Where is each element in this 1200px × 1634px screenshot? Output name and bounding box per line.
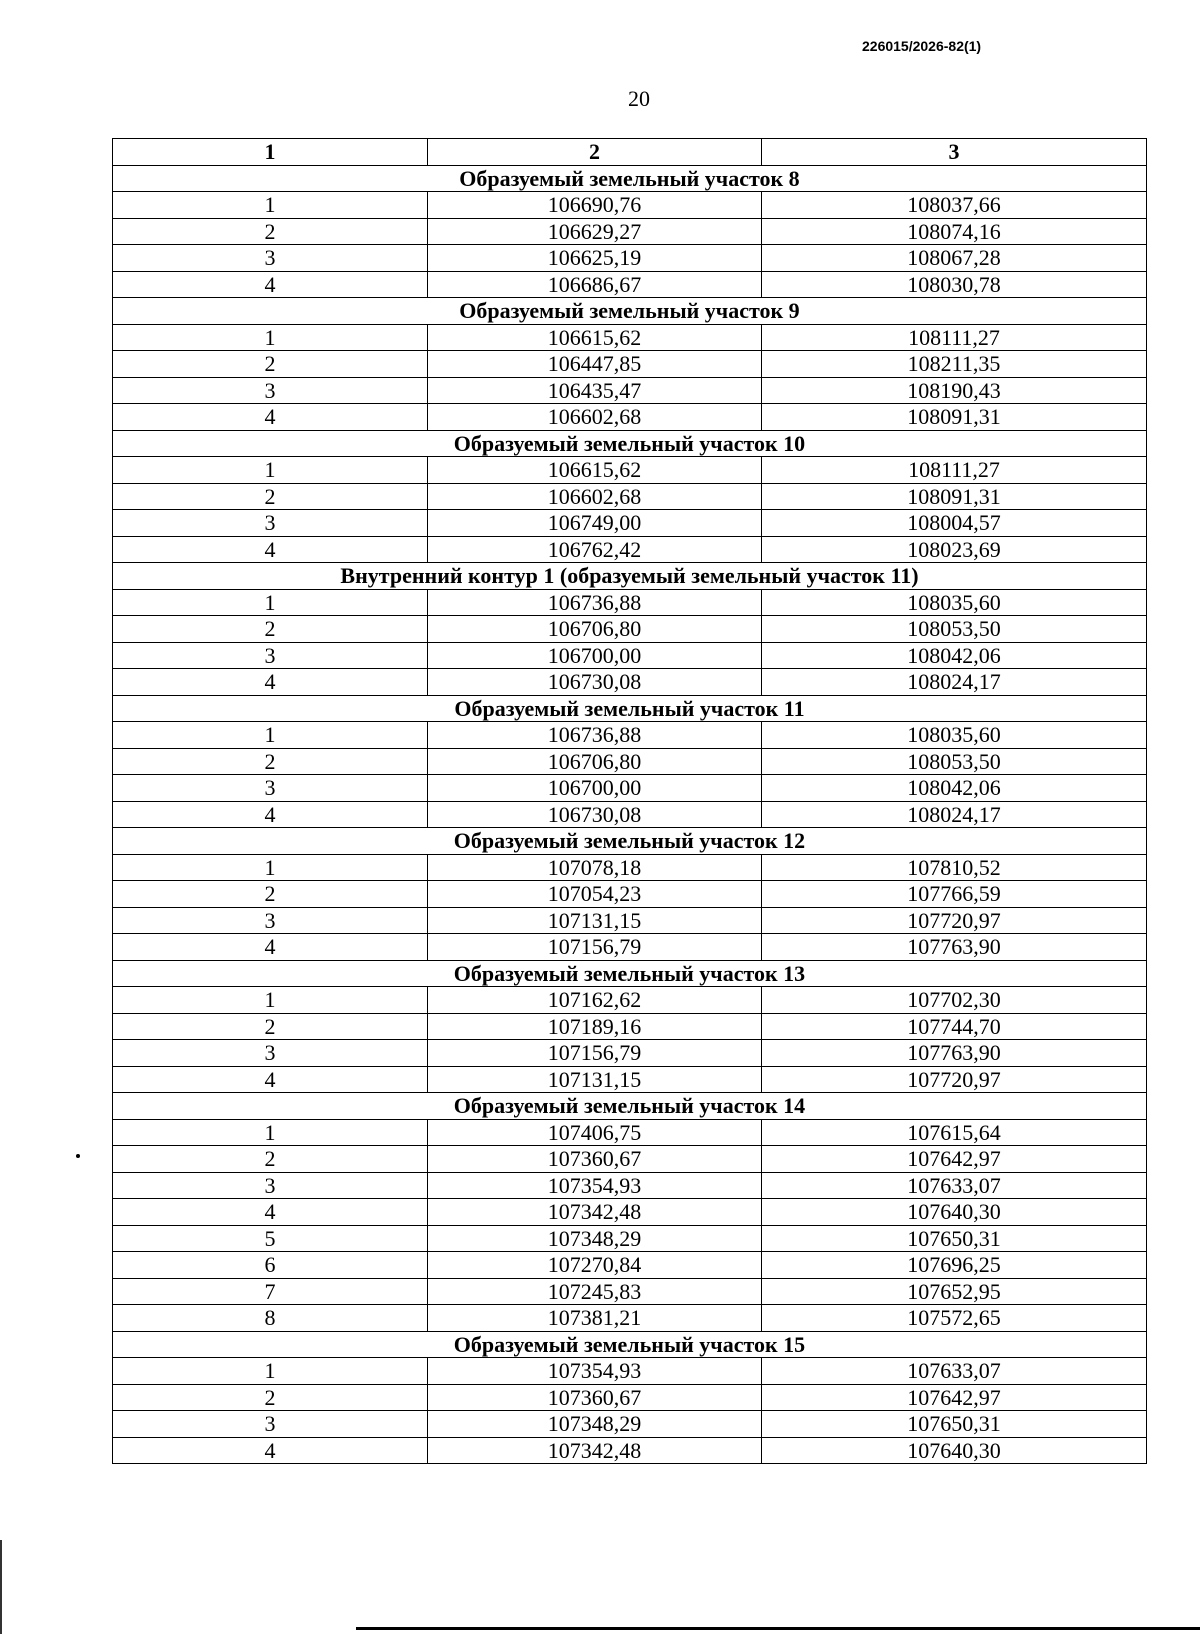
x-coordinate-cell: 106615,62 bbox=[428, 324, 762, 351]
page-number: 20 bbox=[628, 86, 650, 111]
y-coordinate-cell: 107720,97 bbox=[762, 907, 1147, 934]
point-number-cell: 4 bbox=[113, 536, 428, 563]
point-number-cell: 2 bbox=[113, 616, 428, 643]
y-coordinate-cell: 107652,95 bbox=[762, 1278, 1147, 1305]
table-row bbox=[113, 801, 1147, 828]
section-header-row bbox=[113, 1093, 1147, 1120]
section-title: Внутренний контур 1 (образуемый земельный участок 11) bbox=[113, 563, 1147, 590]
y-coordinate-cell: 107696,25 bbox=[762, 1252, 1147, 1279]
point-number-cell: 3 bbox=[113, 642, 428, 669]
x-coordinate-cell: 106749,00 bbox=[428, 510, 762, 537]
point-number-cell: 1 bbox=[113, 457, 428, 484]
section-header-row bbox=[113, 1331, 1147, 1358]
y-coordinate-cell: 107763,90 bbox=[762, 934, 1147, 961]
column-header-2: 2 bbox=[428, 139, 762, 166]
point-number-cell: 1 bbox=[113, 1119, 428, 1146]
y-coordinate-cell: 108042,06 bbox=[762, 775, 1147, 802]
point-number-cell: 3 bbox=[113, 510, 428, 537]
table-row bbox=[113, 907, 1147, 934]
y-coordinate-cell: 108111,27 bbox=[762, 457, 1147, 484]
point-number-cell: 4 bbox=[113, 1437, 428, 1464]
x-coordinate-cell: 106686,67 bbox=[428, 271, 762, 298]
y-coordinate-cell: 108091,31 bbox=[762, 483, 1147, 510]
point-number-cell: 2 bbox=[113, 881, 428, 908]
y-coordinate-cell: 108037,66 bbox=[762, 192, 1147, 219]
y-coordinate-cell: 108067,28 bbox=[762, 245, 1147, 272]
table-row bbox=[113, 536, 1147, 563]
table-body bbox=[113, 165, 1147, 1464]
table-row bbox=[113, 404, 1147, 431]
point-number-cell: 3 bbox=[113, 245, 428, 272]
y-coordinate-cell: 107650,31 bbox=[762, 1411, 1147, 1438]
y-coordinate-cell: 108030,78 bbox=[762, 271, 1147, 298]
table-row bbox=[113, 377, 1147, 404]
x-coordinate-cell: 106625,19 bbox=[428, 245, 762, 272]
y-coordinate-cell: 107650,31 bbox=[762, 1225, 1147, 1252]
table-row bbox=[113, 1225, 1147, 1252]
table-row bbox=[113, 616, 1147, 643]
section-header-row bbox=[113, 165, 1147, 192]
point-number-cell: 2 bbox=[113, 218, 428, 245]
y-coordinate-cell: 107642,97 bbox=[762, 1146, 1147, 1173]
y-coordinate-cell: 107744,70 bbox=[762, 1013, 1147, 1040]
table-row bbox=[113, 1013, 1147, 1040]
y-coordinate-cell: 108074,16 bbox=[762, 218, 1147, 245]
x-coordinate-cell: 106730,08 bbox=[428, 801, 762, 828]
point-number-cell: 4 bbox=[113, 271, 428, 298]
section-header-row bbox=[113, 960, 1147, 987]
point-number-cell: 3 bbox=[113, 775, 428, 802]
point-number-cell: 5 bbox=[113, 1225, 428, 1252]
point-number-cell: 2 bbox=[113, 483, 428, 510]
x-coordinate-cell: 106690,76 bbox=[428, 192, 762, 219]
table-row bbox=[113, 1199, 1147, 1226]
table-row bbox=[113, 351, 1147, 378]
x-coordinate-cell: 107360,67 bbox=[428, 1384, 762, 1411]
table-row bbox=[113, 589, 1147, 616]
y-coordinate-cell: 107766,59 bbox=[762, 881, 1147, 908]
point-number-cell: 1 bbox=[113, 987, 428, 1014]
table-row bbox=[113, 457, 1147, 484]
point-number-cell: 4 bbox=[113, 1199, 428, 1226]
x-coordinate-cell: 107131,15 bbox=[428, 907, 762, 934]
y-coordinate-cell: 107763,90 bbox=[762, 1040, 1147, 1067]
section-title: Образуемый земельный участок 11 bbox=[113, 695, 1147, 722]
y-coordinate-cell: 107633,07 bbox=[762, 1172, 1147, 1199]
point-number-cell: 4 bbox=[113, 404, 428, 431]
table-header-row bbox=[113, 139, 1147, 166]
x-coordinate-cell: 107270,84 bbox=[428, 1252, 762, 1279]
point-number-cell: 4 bbox=[113, 1066, 428, 1093]
y-coordinate-cell: 108111,27 bbox=[762, 324, 1147, 351]
coordinates-table bbox=[112, 138, 1147, 1464]
y-coordinate-cell: 108190,43 bbox=[762, 377, 1147, 404]
point-number-cell: 4 bbox=[113, 669, 428, 696]
point-number-cell: 4 bbox=[113, 801, 428, 828]
x-coordinate-cell: 107348,29 bbox=[428, 1225, 762, 1252]
y-coordinate-cell: 108035,60 bbox=[762, 589, 1147, 616]
x-coordinate-cell: 106435,47 bbox=[428, 377, 762, 404]
x-coordinate-cell: 107189,16 bbox=[428, 1013, 762, 1040]
x-coordinate-cell: 107342,48 bbox=[428, 1199, 762, 1226]
x-coordinate-cell: 107156,79 bbox=[428, 1040, 762, 1067]
table-row bbox=[113, 271, 1147, 298]
x-coordinate-cell: 107360,67 bbox=[428, 1146, 762, 1173]
point-number-cell: 1 bbox=[113, 324, 428, 351]
x-coordinate-cell: 107406,75 bbox=[428, 1119, 762, 1146]
table-row bbox=[113, 669, 1147, 696]
x-coordinate-cell: 106736,88 bbox=[428, 722, 762, 749]
point-number-cell: 2 bbox=[113, 1146, 428, 1173]
x-coordinate-cell: 106629,27 bbox=[428, 218, 762, 245]
table-row bbox=[113, 218, 1147, 245]
table-row bbox=[113, 1384, 1147, 1411]
x-coordinate-cell: 107354,93 bbox=[428, 1358, 762, 1385]
table-row bbox=[113, 1040, 1147, 1067]
column-header-3: 3 bbox=[762, 139, 1147, 166]
table-row bbox=[113, 881, 1147, 908]
x-coordinate-cell: 107054,23 bbox=[428, 881, 762, 908]
y-coordinate-cell: 107810,52 bbox=[762, 854, 1147, 881]
point-number-cell: 7 bbox=[113, 1278, 428, 1305]
y-coordinate-cell: 108024,17 bbox=[762, 669, 1147, 696]
table-row bbox=[113, 748, 1147, 775]
column-header-1: 1 bbox=[113, 139, 428, 166]
point-number-cell: 3 bbox=[113, 377, 428, 404]
y-coordinate-cell: 108004,57 bbox=[762, 510, 1147, 537]
x-coordinate-cell: 106700,00 bbox=[428, 775, 762, 802]
y-coordinate-cell: 108091,31 bbox=[762, 404, 1147, 431]
table-row bbox=[113, 1278, 1147, 1305]
table-row bbox=[113, 324, 1147, 351]
x-coordinate-cell: 107342,48 bbox=[428, 1437, 762, 1464]
x-coordinate-cell: 106602,68 bbox=[428, 404, 762, 431]
table-row bbox=[113, 642, 1147, 669]
section-header-row bbox=[113, 430, 1147, 457]
point-number-cell: 3 bbox=[113, 1411, 428, 1438]
x-coordinate-cell: 106447,85 bbox=[428, 351, 762, 378]
section-title: Образуемый земельный участок 14 bbox=[113, 1093, 1147, 1120]
x-coordinate-cell: 106706,80 bbox=[428, 748, 762, 775]
x-coordinate-cell: 107078,18 bbox=[428, 854, 762, 881]
table-row bbox=[113, 483, 1147, 510]
x-coordinate-cell: 106615,62 bbox=[428, 457, 762, 484]
table-row bbox=[113, 1411, 1147, 1438]
table-row bbox=[113, 1119, 1147, 1146]
table-row bbox=[113, 854, 1147, 881]
table-row bbox=[113, 1172, 1147, 1199]
section-title: Образуемый земельный участок 12 bbox=[113, 828, 1147, 855]
point-number-cell: 3 bbox=[113, 1172, 428, 1199]
point-number-cell: 2 bbox=[113, 1384, 428, 1411]
section-header-row bbox=[113, 828, 1147, 855]
document-number: 226015/2026-82(1) bbox=[862, 38, 982, 54]
x-coordinate-cell: 107354,93 bbox=[428, 1172, 762, 1199]
point-number-cell: 6 bbox=[113, 1252, 428, 1279]
scan-edge-line bbox=[0, 1540, 2, 1634]
point-number-cell: 8 bbox=[113, 1305, 428, 1332]
table-row bbox=[113, 934, 1147, 961]
x-coordinate-cell: 107245,83 bbox=[428, 1278, 762, 1305]
table-row bbox=[113, 1358, 1147, 1385]
section-header-row bbox=[113, 563, 1147, 590]
section-title: Образуемый земельный участок 8 bbox=[113, 165, 1147, 192]
y-coordinate-cell: 107615,64 bbox=[762, 1119, 1147, 1146]
table-row bbox=[113, 1437, 1147, 1464]
x-coordinate-cell: 106602,68 bbox=[428, 483, 762, 510]
x-coordinate-cell: 107162,62 bbox=[428, 987, 762, 1014]
x-coordinate-cell: 106706,80 bbox=[428, 616, 762, 643]
table-row bbox=[113, 245, 1147, 272]
x-coordinate-cell: 107348,29 bbox=[428, 1411, 762, 1438]
x-coordinate-cell: 106736,88 bbox=[428, 589, 762, 616]
point-number-cell: 1 bbox=[113, 722, 428, 749]
table-row bbox=[113, 1305, 1147, 1332]
y-coordinate-cell: 107642,97 bbox=[762, 1384, 1147, 1411]
margin-dot bbox=[76, 1154, 80, 1158]
x-coordinate-cell: 106730,08 bbox=[428, 669, 762, 696]
section-title: Образуемый земельный участок 13 bbox=[113, 960, 1147, 987]
table-row bbox=[113, 192, 1147, 219]
y-coordinate-cell: 108023,69 bbox=[762, 536, 1147, 563]
section-title: Образуемый земельный участок 10 bbox=[113, 430, 1147, 457]
y-coordinate-cell: 107640,30 bbox=[762, 1437, 1147, 1464]
point-number-cell: 2 bbox=[113, 748, 428, 775]
y-coordinate-cell: 107702,30 bbox=[762, 987, 1147, 1014]
y-coordinate-cell: 108211,35 bbox=[762, 351, 1147, 378]
y-coordinate-cell: 108053,50 bbox=[762, 616, 1147, 643]
x-coordinate-cell: 107381,21 bbox=[428, 1305, 762, 1332]
point-number-cell: 4 bbox=[113, 934, 428, 961]
y-coordinate-cell: 108035,60 bbox=[762, 722, 1147, 749]
point-number-cell: 3 bbox=[113, 1040, 428, 1067]
point-number-cell: 3 bbox=[113, 907, 428, 934]
x-coordinate-cell: 107156,79 bbox=[428, 934, 762, 961]
section-header-row bbox=[113, 298, 1147, 325]
point-number-cell: 1 bbox=[113, 589, 428, 616]
y-coordinate-cell: 108053,50 bbox=[762, 748, 1147, 775]
section-header-row bbox=[113, 695, 1147, 722]
x-coordinate-cell: 107131,15 bbox=[428, 1066, 762, 1093]
table-row bbox=[113, 510, 1147, 537]
y-coordinate-cell: 108042,06 bbox=[762, 642, 1147, 669]
point-number-cell: 2 bbox=[113, 351, 428, 378]
section-title: Образуемый земельный участок 15 bbox=[113, 1331, 1147, 1358]
y-coordinate-cell: 108024,17 bbox=[762, 801, 1147, 828]
table-row bbox=[113, 987, 1147, 1014]
point-number-cell: 1 bbox=[113, 854, 428, 881]
point-number-cell: 1 bbox=[113, 1358, 428, 1385]
y-coordinate-cell: 107720,97 bbox=[762, 1066, 1147, 1093]
section-title: Образуемый земельный участок 9 bbox=[113, 298, 1147, 325]
y-coordinate-cell: 107640,30 bbox=[762, 1199, 1147, 1226]
table-row bbox=[113, 1252, 1147, 1279]
y-coordinate-cell: 107633,07 bbox=[762, 1358, 1147, 1385]
point-number-cell: 2 bbox=[113, 1013, 428, 1040]
table-row bbox=[113, 775, 1147, 802]
point-number-cell: 1 bbox=[113, 192, 428, 219]
table-row bbox=[113, 722, 1147, 749]
y-coordinate-cell: 107572,65 bbox=[762, 1305, 1147, 1332]
table-row bbox=[113, 1066, 1147, 1093]
scan-bottom-line bbox=[356, 1627, 1200, 1630]
x-coordinate-cell: 106700,00 bbox=[428, 642, 762, 669]
x-coordinate-cell: 106762,42 bbox=[428, 536, 762, 563]
table-row bbox=[113, 1146, 1147, 1173]
